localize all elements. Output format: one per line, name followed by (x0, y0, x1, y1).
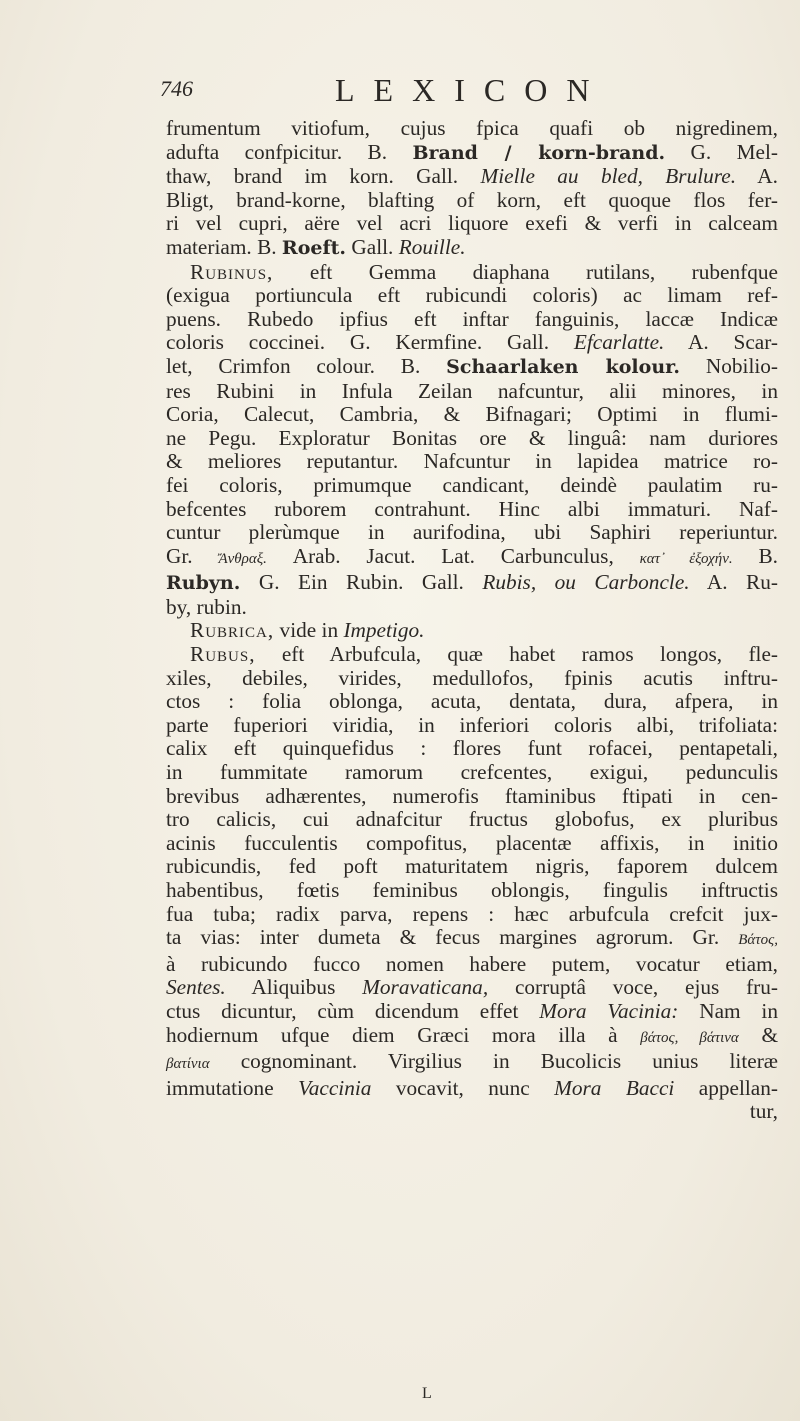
running-title: LEXICON (335, 72, 609, 108)
text-line: habentibus, fœtis feminibus oblongis, fingulis inftructis (166, 878, 778, 902)
text-line: brevibus adhærentes, numerofis ftaminibus ftipati in cen- (166, 783, 778, 808)
page-header (160, 72, 760, 112)
text-line: & meliores reputantur. Nafcuntur in lapidea matrice ro- (166, 449, 778, 474)
text-line: rubicundis, fed poft maturitatem nigris, faporem dulcem (166, 854, 778, 879)
text-line: xiles, debiles, virides, medullofos, fpinis acutis inftru- (166, 665, 778, 690)
text-line: tro calicis, cui adnafcitur fructus globofus, ex pluribus (166, 807, 778, 832)
text-line: coloris coccinei. G. Kermfine. Gall. Efcarlatte. A. Scar- (166, 330, 778, 355)
text-line: hodiernum ufque diem Græci mora illa à βάτος, βάτινα & (166, 1022, 779, 1047)
text-line: Coria, Calecut, Cambria, & Bifnagari; Optimi in flumi- (166, 402, 778, 427)
text-line: immutatione Vaccinia vocavit, nunc Mora Bacci appellan- (166, 1075, 778, 1100)
headword: Rubinus, (190, 259, 274, 284)
entry-rubinus: Rubinus, eft Gemma diaphana rutilans, rubenfque (190, 259, 778, 284)
headword: Rubrica, (190, 618, 275, 643)
text-line: frumentum vitiofum, cujus fpica quafi ob nigredinem, (166, 116, 778, 140)
text-line: fei coloris, primumque candicant, deindè paulatim ru- (166, 472, 778, 497)
text-line: ta vias: inter dumeta & fecus margines agrorum. Gr. Βάτος, (166, 925, 778, 950)
text-line: befcentes ruborem contrahunt. Hinc albi immaturi. Naf- (166, 496, 778, 521)
body-text (166, 117, 778, 1124)
entry-rubrica: Rubrica, vide in Impetigo. (190, 618, 425, 643)
text-line: let, Crimfon colour. B. Schaarlaken kolour. Nobilio- (166, 353, 779, 378)
text-line: Gr. Ἄνθραξ. Arab. Jacut. Lat. Carbunculus, κατ᾽ ἐξοχήν. B. (166, 543, 778, 568)
text-line: acinis fucculentis compofitus, placentæ affixis, in initio (166, 830, 778, 855)
text-line: Rubyn. G. Ein Rubin. Gall. Rubis, ou Carboncle. A. Ru- (166, 570, 778, 595)
text-line: by, rubin. (166, 594, 247, 619)
text-line: βατίνια cognominant. Virgilius in Bucolicis unius literæ (166, 1049, 778, 1074)
text-line: Sentes. Aliquibus Moravaticana, corruptâ voce, ejus fru- (166, 975, 779, 1000)
text-line: adufta confpicitur. B. Brand / korn-brand. G. Mel- (166, 139, 778, 164)
text-line: materiam. B. Roeft. Gall. Rouille. (166, 234, 466, 259)
text-line: in fummitate ramorum crefcentes, exigui, pedunculis (166, 760, 778, 785)
text-line: res Rubini in Infula Zeilan nafcuntur, alii minores, in (166, 378, 778, 403)
text-line: calix eft quinquefidus : flores funt rofacei, pentapetali, (166, 736, 778, 761)
page-number: 746 (160, 76, 193, 101)
catchword: tur, (749, 1099, 778, 1124)
text-line: cuntur plerùmque in aurifodina, ubi Saphiri reperiuntur. (166, 520, 778, 545)
text-line: ctos : folia oblonga, acuta, dentata, dura, afpera, in (166, 689, 778, 714)
text-line: puens. Rubedo ipfius eft inftar fanguinis, laccæ Indicæ (166, 306, 778, 331)
text-line: ctus dicuntur, cùm dicendum effet Mora Vacinia: Nam in (166, 998, 779, 1023)
text-line: thaw, brand im korn. Gall. Mielle au bled, Brulure. A. (166, 164, 779, 189)
text-line: ne Pegu. Exploratur Bonitas ore & linguâ: nam duriores (166, 425, 778, 450)
headword: Rubus, (190, 642, 256, 667)
entry-rubus: Rubus, eft Arbufcula, quæ habet ramos longos, fle- (190, 642, 778, 667)
text-line: fua tuba; radix parva, repens : hæc arbufcula crefcit jux- (166, 901, 778, 926)
text-line: Bligt, brand-korne, blafting of korn, eft quoque flos fer- (166, 187, 778, 212)
text-line: ri vel cupri, aëre vel acri liquore exefi & verfi in calceam (166, 211, 778, 236)
text-line: à rubicundo fucco nomen habere putem, vocatur etiam, (166, 951, 778, 976)
signature-mark: L (422, 1385, 432, 1402)
text-line: parte fuperiori viridia, in inferiori coloris albi, trifoliata: (166, 712, 778, 737)
text-line: (exigua portiuncula eft rubicundi coloris) ac limam ref- (166, 283, 778, 308)
